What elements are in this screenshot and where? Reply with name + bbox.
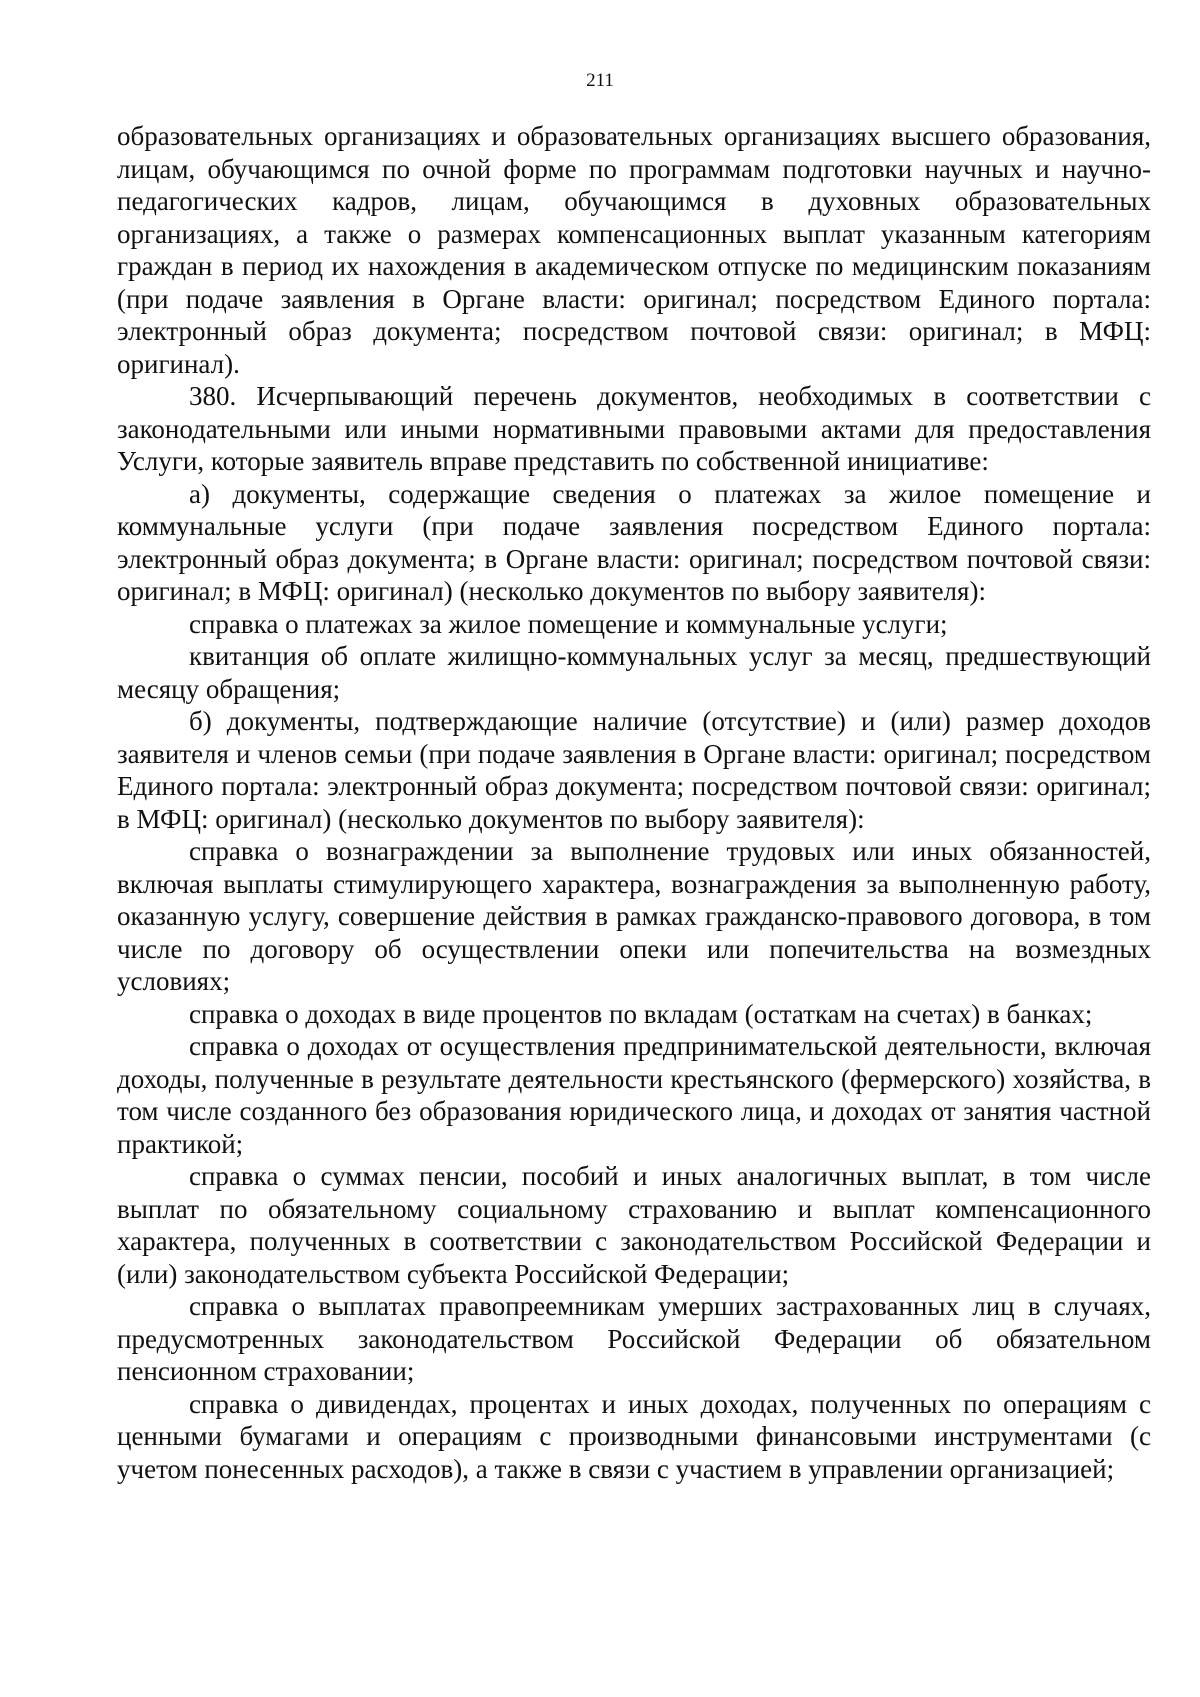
paragraph-payment-certificate: справка о платежах за жилое помещение и коммунальные услуги; xyxy=(189,608,948,639)
paragraph-business-income-certificate: справка о доходах от осуществления предпринимательской деятельности, включая доходы, полученные в результате деятельности крестьянского (фермерского) хозяйства, в том числе созданного без образования юридического лица, и доходах от занятия частной практикой; xyxy=(117,1031,1151,1159)
paragraph-successor-payments-certificate: справка о выплатах правопреемникам умерших застрахованных лиц в случаях, предусмотренных законодательством Российской Федерации об обязательном пенсионном страховании; xyxy=(117,1291,1151,1386)
page-number: 211 xyxy=(586,70,614,91)
paragraph-subitem-a: а) документы, содержащие сведения о платежах за жилое помещение и коммунальные услуги (при подаче заявления посредством Единого портала: электронный образ документа; в Органе власти: оригинал; посредством почтовой связи: оригинал; в МФЦ: оригинал) (несколько документов по выбору заявителя): xyxy=(117,478,1151,606)
paragraph-deposit-interest-certificate: справка о доходах в виде процентов по вкладам (остаткам на счетах) в банках; xyxy=(189,998,1093,1029)
paragraph-continuation: образовательных организациях и образовательных организациях высшего образования, лицам, обучающимся по очной форме по программам подготовки научных и научно-педагогических кадров, лицам, обучающимся в духовных образовательных организациях, а также о размерах компенсационных выплат указанным категориям граждан в период их нахождения в академическом отпуске по медицинским показаниям (при подаче заявления в Органе власти: оригинал; посредством Единого портала: электронный образ документа; посредством почтовой связи: оригинал; в МФЦ: оригинал). xyxy=(117,121,1151,379)
paragraph-item-380: 380. Исчерпывающий перечень документов, необходимых в соответствии с законодательными или иными нормативными правовыми актами для предоставления Услуги, которые заявитель вправе представить по собственной инициативе: xyxy=(117,381,1151,476)
paragraph-remuneration-certificate: справка о вознаграждении за выполнение трудовых или иных обязанностей, включая выплаты стимулирующего характера, вознаграждения за выполненную работу, оказанную услугу, совершение действия в рамках гражданско-правового договора, в том числе по договору об осуществлении опеки или попечительства на возмездных условиях; xyxy=(117,836,1151,996)
document-body xyxy=(117,120,1151,1485)
paragraph-pension-certificate: справка о суммах пенсии, пособий и иных аналогичных выплат, в том числе выплат по обязательному социальному страхованию и выплат компенсационного характера, полученных в соответствии с законодательством Российской Федерации и (или) законодательством субъекта Российской Федерации; xyxy=(117,1161,1151,1289)
paragraph-dividends-certificate: справка о дивидендах, процентах и иных доходах, полученных по операциям с ценными бумагами и операциям с производными финансовыми инструментами (с учетом понесенных расходов), а также в связи с участием в управлении организацией; xyxy=(117,1388,1151,1484)
paragraph-utility-receipt: квитанция об оплате жилищно-коммунальных услуг за месяц, предшествующий месяцу обращения; xyxy=(117,641,1151,704)
paragraph-subitem-b: б) документы, подтверждающие наличие (отсутствие) и (или) размер доходов заявителя и членов семьи (при подаче заявления в Органе власти: оригинал; посредством Единого портала: электронный образ документа; посредством почтовой связи: оригинал; в МФЦ: оригинал) (несколько документов по выбору заявителя): xyxy=(117,706,1151,834)
